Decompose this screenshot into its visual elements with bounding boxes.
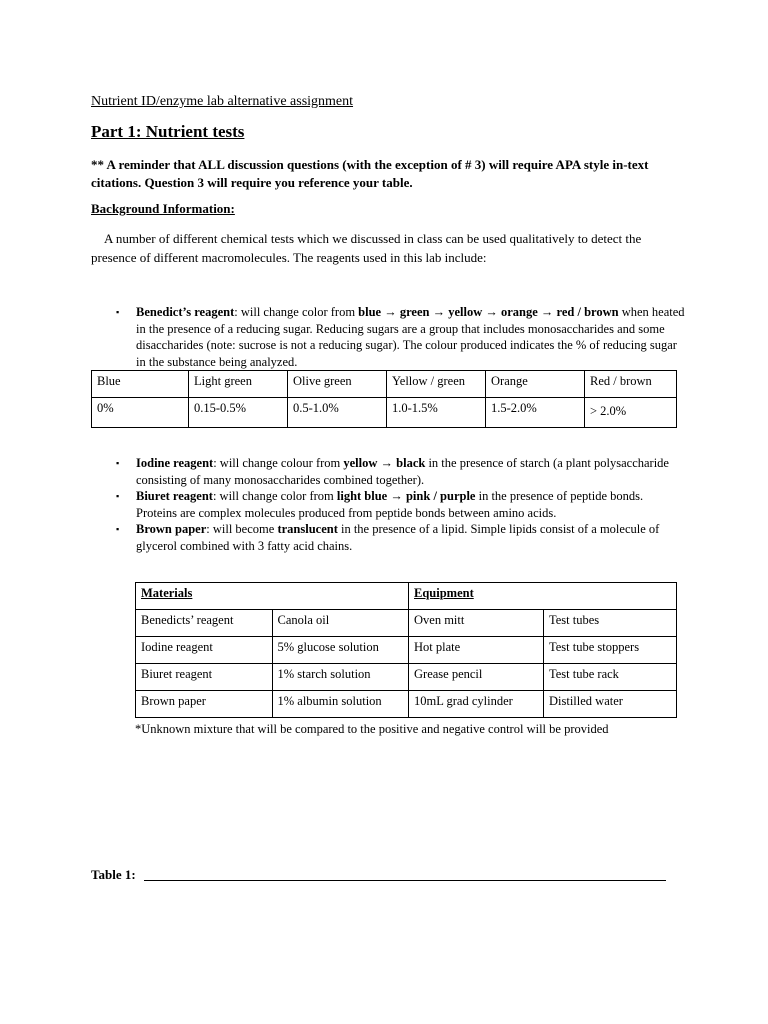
table-cell: Distilled water xyxy=(544,691,677,718)
benedict-sequence: blue → green → yellow → orange → red / brown xyxy=(358,305,619,319)
table-cell: Olive green xyxy=(288,371,387,398)
bullet-square-icon: ▪ xyxy=(116,307,120,317)
table-cell: 1% albumin solution xyxy=(272,691,409,718)
table-cell: Test tubes xyxy=(544,610,677,637)
brown-paper-text-b: in the presence of a lipid. Simple lipids consist of a molecule of glycerol combined with 3 fatty acid chains. xyxy=(136,522,660,553)
reagent-bullets xyxy=(116,455,686,554)
table-cell: > 2.0% xyxy=(585,398,677,428)
part-1-heading: Part 1: Nutrient tests xyxy=(91,122,245,141)
table-row xyxy=(136,691,677,718)
biuret-sequence: light blue → pink / purple xyxy=(336,489,476,503)
table-cell: 5% glucose solution xyxy=(272,637,409,664)
bullet-benedict xyxy=(116,304,686,370)
equipment-header-cell xyxy=(409,583,677,610)
table-cell: Benedicts’ reagent xyxy=(136,610,273,637)
background-text: A number of different chemical tests which we discussed in class can be used qualitatively to detect the presence of different macromolecules. The reagents used in this lab include: xyxy=(91,231,642,265)
materials-header: Materials xyxy=(141,586,193,600)
materials-header-cell xyxy=(136,583,409,610)
table-cell: 0.5-1.0% xyxy=(288,398,387,428)
table-cell: 0% xyxy=(92,398,189,428)
table-cell: Brown paper xyxy=(136,691,273,718)
table-cell: Yellow / green xyxy=(387,371,486,398)
table-cell: Red / brown xyxy=(585,371,677,398)
table-cell: 1.0-1.5% xyxy=(387,398,486,428)
document-title: Nutrient ID/enzyme lab alternative assignment xyxy=(91,94,354,109)
table-row xyxy=(92,398,677,428)
benedict-name: Benedict’s reagent xyxy=(136,305,235,319)
table-1-label: Table 1: xyxy=(91,867,136,882)
benedict-bullet-block xyxy=(116,304,686,370)
benedict-text-a: : will change color from xyxy=(234,305,359,319)
biuret-text-b: in the presence of peptide bonds. Proteins are complex molecules produced from peptide bonds between amino acids. xyxy=(136,489,644,520)
brown-paper-sequence: translucent xyxy=(277,522,338,536)
iodine-text-a: : will change colour from xyxy=(213,456,344,470)
bullet-square-icon: ▪ xyxy=(116,491,120,501)
bullet-square-icon: ▪ xyxy=(116,524,120,534)
background-heading: Background Information: xyxy=(91,201,235,216)
brown-paper-name: Brown paper xyxy=(136,522,207,536)
table-cell: Blue xyxy=(92,371,189,398)
table-row xyxy=(92,371,677,398)
table-cell: 0.15-0.5% xyxy=(189,398,288,428)
materials-equipment-table xyxy=(135,582,677,718)
table-cell: Test tube rack xyxy=(544,664,677,691)
table-cell: 1% starch solution xyxy=(272,664,409,691)
table-cell: Iodine reagent xyxy=(136,637,273,664)
table-cell: Light green xyxy=(189,371,288,398)
table-cell: 10mL grad cylinder xyxy=(409,691,544,718)
unknown-mixture-footnote: *Unknown mixture that will be compared to the positive and negative control will be provided xyxy=(135,722,609,736)
biuret-text-a: : will change color from xyxy=(212,489,337,503)
table-cell: Orange xyxy=(486,371,585,398)
brown-paper-text-a: : will become xyxy=(206,522,278,536)
benedict-text-b: when heated in the presence of a reducing sugar. Reducing sugars are a group that includes monosaccharides and some disaccharides (note: sucrose is not a reducing sugar). The colour produced indicates the % of reducing sugar in the substance being analyzed. xyxy=(136,305,685,369)
citation-reminder: ** A reminder that ALL discussion questions (with the exception of # 3) will require APA style in-text citations. Question 3 will require you reference your table. xyxy=(91,157,649,190)
equipment-header: Equipment xyxy=(414,586,474,600)
bullet-brown-paper xyxy=(116,521,686,554)
table-header-row xyxy=(136,583,677,610)
table-cell: Canola oil xyxy=(272,610,409,637)
iodine-sequence: yellow → black xyxy=(343,456,426,470)
background-paragraph xyxy=(91,229,681,267)
table-cell: Hot plate xyxy=(409,637,544,664)
table-cell: Grease pencil xyxy=(409,664,544,691)
table-row xyxy=(136,664,677,691)
benedict-color-table xyxy=(91,370,677,428)
bullet-iodine xyxy=(116,455,686,488)
table-cell: Biuret reagent xyxy=(136,664,273,691)
table-1-title-line xyxy=(144,880,666,881)
biuret-name: Biuret reagent xyxy=(136,489,213,503)
bullet-biuret xyxy=(116,488,686,521)
bullet-square-icon: ▪ xyxy=(116,458,120,468)
iodine-name: Iodine reagent xyxy=(136,456,214,470)
table-cell: Oven mitt xyxy=(409,610,544,637)
table-cell: 1.5-2.0% xyxy=(486,398,585,428)
table-row xyxy=(136,610,677,637)
iodine-text-b: in the presence of starch (a plant polysaccharide consisting of many monosaccharides combined together). xyxy=(136,456,669,487)
table-cell: Test tube stoppers xyxy=(544,637,677,664)
table-row xyxy=(136,637,677,664)
